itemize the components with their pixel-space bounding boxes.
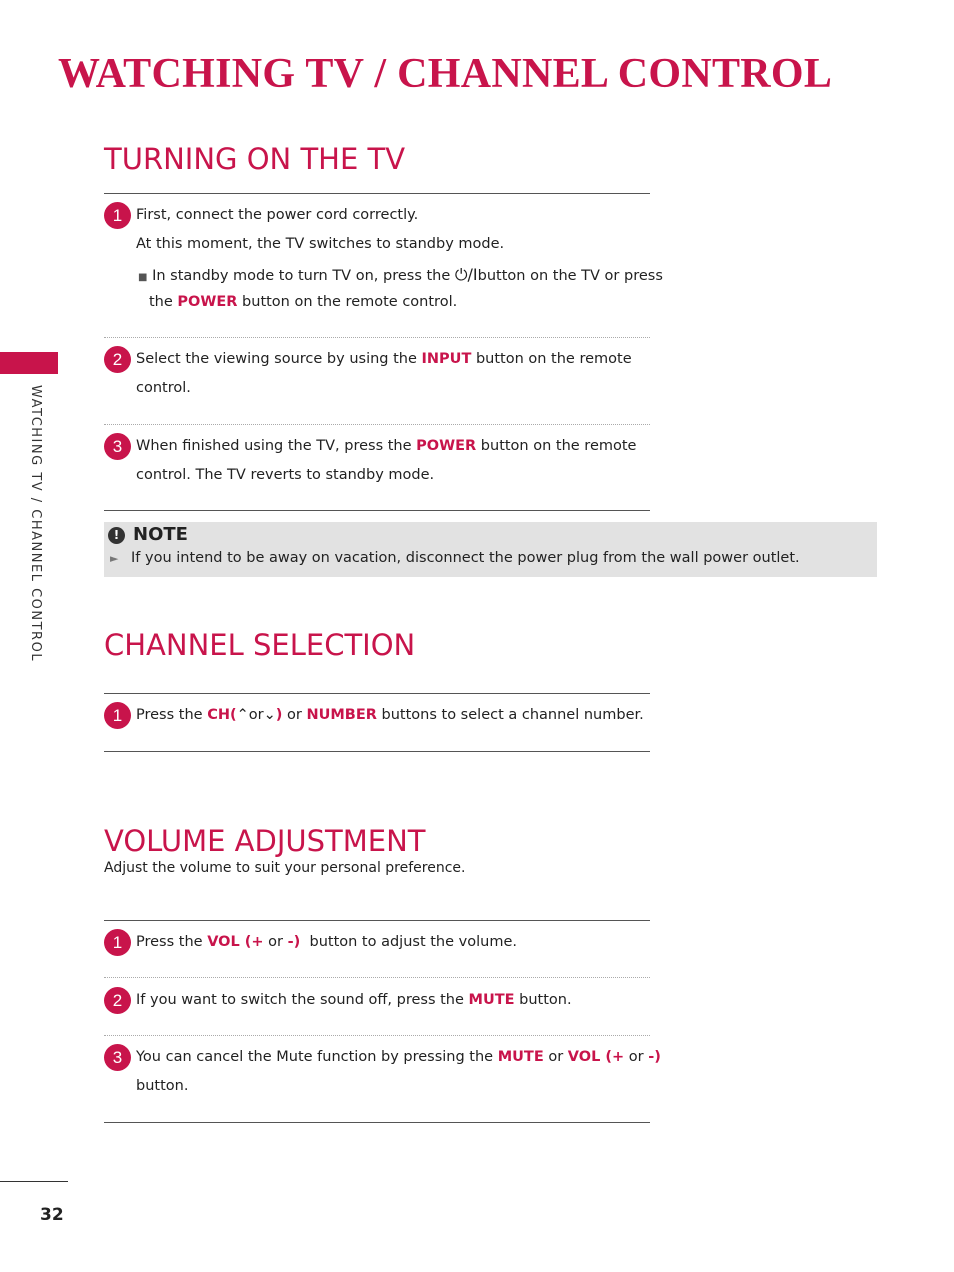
step-sub-text: ■ In standby mode to turn TV on, press the ⏻/Ibutton on the TV or press	[138, 265, 663, 284]
bullet-square-icon: ■	[138, 272, 148, 283]
step-number: 1	[104, 202, 131, 229]
key-vol-minus: -)	[287, 934, 301, 950]
step-number: 3	[104, 433, 131, 460]
key-vol-plus: VOL (+	[207, 934, 264, 950]
side-section-label: WATCHING TV / CHANNEL CONTROL	[28, 385, 43, 663]
key-power: POWER	[416, 438, 477, 454]
page-number: 32	[40, 1205, 64, 1225]
step-text: First, connect the power cord correctly.	[136, 207, 419, 223]
page-title: WATCHING TV / CHANNEL CONTROL	[58, 51, 833, 97]
step-text: You can cancel the Mute function by pressing the MUTE or VOL (+ or -)	[136, 1049, 661, 1065]
step-separator	[104, 1035, 650, 1036]
step-text: If you want to switch the sound off, press the MUTE button.	[136, 992, 572, 1008]
key-ch: CH(⌃or⌄)	[207, 707, 283, 723]
arrow-right-icon: ►	[110, 552, 119, 565]
step-separator	[104, 977, 650, 978]
step-separator	[104, 424, 650, 425]
step-text: button.	[136, 1078, 189, 1094]
chevron-down-icon: ⌄	[263, 707, 276, 723]
section-divider	[104, 510, 650, 511]
section-divider	[104, 193, 650, 194]
section-divider	[104, 751, 650, 752]
footer-rule	[0, 1181, 68, 1182]
key-vol-minus: -)	[648, 1049, 661, 1065]
note-box	[104, 522, 877, 577]
section-divider	[104, 1122, 650, 1123]
side-tab-marker	[0, 352, 58, 374]
step-number: 1	[104, 929, 131, 956]
step-number: 2	[104, 346, 131, 373]
key-vol-plus: VOL (+	[567, 1049, 625, 1065]
section-title-turning-on: TURNING ON THE TV	[104, 142, 406, 176]
exclamation-icon: !	[108, 527, 125, 544]
step-text: At this moment, the TV switches to standby mode.	[136, 236, 505, 252]
key-mute: MUTE	[468, 992, 515, 1008]
step-text: Press the CH(⌃or⌄) or NUMBER buttons to select a channel number.	[136, 707, 644, 723]
note-title: NOTE	[133, 524, 188, 545]
power-button-icon: ⏻/I	[454, 265, 478, 284]
section-title-volume-adjustment: VOLUME ADJUSTMENT	[104, 824, 426, 858]
step-sub-text: the POWER button on the remote control.	[149, 294, 458, 310]
section-divider	[104, 693, 650, 694]
step-text: control. The TV reverts to standby mode.	[136, 467, 435, 483]
section-title-channel-selection: CHANNEL SELECTION	[104, 628, 416, 662]
key-number: NUMBER	[306, 707, 377, 723]
key-power: POWER	[177, 294, 238, 310]
section-subtitle: Adjust the volume to suit your personal preference.	[104, 860, 466, 876]
step-number: 1	[104, 702, 131, 729]
step-text: Press the VOL (+ or -) button to adjust the volume.	[136, 934, 517, 950]
key-mute: MUTE	[497, 1049, 544, 1065]
step-text: Select the viewing source by using the INPUT button on the remote	[136, 351, 632, 367]
step-number: 3	[104, 1044, 131, 1071]
section-divider	[104, 920, 650, 921]
step-text: When finished using the TV, press the POWER button on the remote	[136, 438, 637, 454]
chevron-up-icon: ⌃	[236, 707, 249, 723]
note-text: If you intend to be away on vacation, disconnect the power plug from the wall power outlet.	[131, 550, 800, 566]
step-text: control.	[136, 380, 191, 396]
step-separator	[104, 337, 650, 338]
step-number: 2	[104, 987, 131, 1014]
key-input: INPUT	[421, 351, 472, 367]
